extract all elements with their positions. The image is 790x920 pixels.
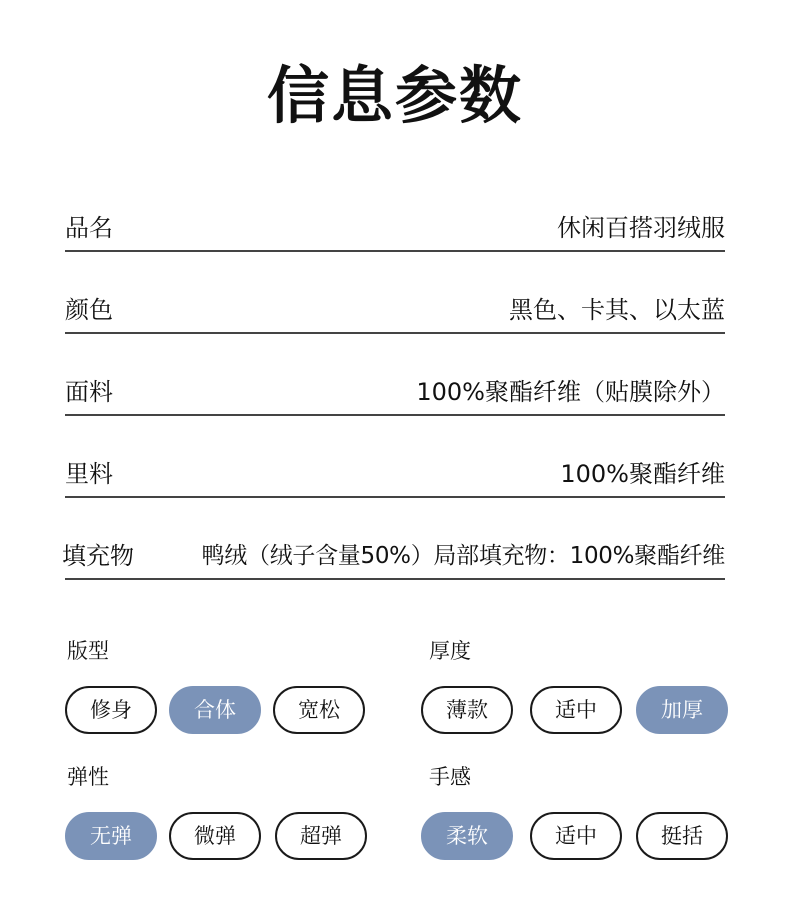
spec-label: 颜色 [65,296,113,324]
spec-label: 面料 [65,378,113,406]
attribute-label: 手感 [429,765,471,789]
spec-value: 休闲百搭羽绒服 [557,214,725,242]
spec-row-filling [62,538,725,580]
spec-label: 里料 [65,460,113,488]
spec-value: 100%聚酯纤维 [560,460,725,488]
spec-value: 黑色、卡其、以太蓝 [509,296,725,324]
option-pill-selected[interactable]: 合体 [169,686,261,734]
option-pill[interactable]: 超弹 [275,812,367,860]
option-pill[interactable]: 挺括 [636,812,728,860]
attribute-label: 版型 [67,639,109,663]
spec-value: 100%聚酯纤维（贴膜除外） [416,378,725,406]
option-pill-selected[interactable]: 柔软 [421,812,513,860]
page-title: 信息参数 [266,59,523,132]
option-pill[interactable]: 微弹 [169,812,261,860]
spec-label: 填充物 [62,542,134,570]
spec-row-fabric [65,374,725,416]
option-pill-selected[interactable]: 无弹 [65,812,157,860]
spec-row-name [65,210,725,252]
option-pill[interactable]: 适中 [530,686,622,734]
option-pill-selected[interactable]: 加厚 [636,686,728,734]
spec-row-color [65,292,725,334]
option-pill[interactable]: 薄款 [421,686,513,734]
option-pill[interactable]: 适中 [530,812,622,860]
spec-value: 鸭绒（绒子含量50%）局部填充物：100%聚酯纤维 [201,543,725,569]
attribute-label: 厚度 [429,639,471,663]
spec-row-lining [65,456,725,498]
attribute-label: 弹性 [67,765,109,789]
spec-label: 品名 [65,214,113,242]
option-pill[interactable]: 宽松 [273,686,365,734]
option-pill[interactable]: 修身 [65,686,157,734]
